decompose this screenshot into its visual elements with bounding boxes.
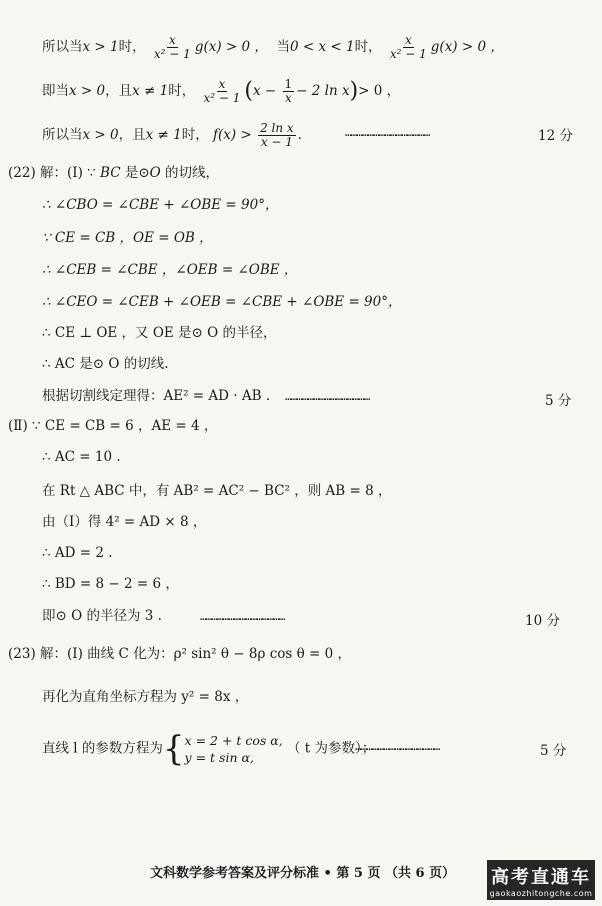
step: ∴ ∠CEO = ∠CEB + ∠OEB = ∠CBE + ∠OBE = 90°， (42, 294, 402, 310)
text: 当 (276, 39, 290, 55)
paren: ) (349, 78, 359, 104)
math: g(x) > 0 ， (430, 39, 504, 55)
text: (22) 解：(Ⅰ) ∵ (8, 165, 101, 181)
text: 所以当 (42, 39, 83, 55)
text: 时， (181, 127, 209, 143)
fraction (152, 34, 193, 61)
text: ，且 (105, 83, 133, 99)
denominator: x² − 1 (389, 47, 427, 61)
denominator: x (284, 91, 292, 105)
score-10: 10 分 (525, 613, 560, 629)
math: − 2 ln x (296, 83, 350, 99)
numerator: 2 ln x (260, 121, 294, 135)
step: 再化为直角坐标方程为 y² = 8x ， (42, 689, 249, 705)
math: x ≠ 1 (145, 127, 182, 143)
line-1 (42, 34, 504, 61)
math: 0 < x < 1 (289, 39, 355, 55)
math: f(x) > (213, 127, 252, 143)
math: O (149, 165, 161, 181)
text: 时， (354, 39, 382, 55)
text: 时， (168, 83, 196, 99)
math: g(x) > 0 ， (194, 39, 268, 55)
page-footer: 文科数学参考答案及评分标准 • 第 5 页 （共 6 页） (150, 866, 456, 881)
fraction (258, 122, 296, 149)
watermark-url: gaokaozhitongche.com (489, 889, 593, 898)
text: 的切线， (160, 165, 220, 181)
denominator: x − 1 (260, 135, 293, 149)
watermark-title: 高考直通车 (491, 867, 591, 888)
text: 所以当 (42, 127, 83, 143)
text: 直线 l 的参数方程为 (42, 740, 163, 757)
numerator: x (218, 77, 226, 91)
math: x > 0 (82, 127, 119, 143)
step: ∴ AC 是⊙ O 的切线. (42, 356, 169, 372)
dot-leader: ……………………………………… (200, 610, 285, 623)
text: 是⊙ (120, 165, 150, 181)
score-12: 12 分 (538, 128, 573, 144)
text: 即当 (42, 83, 69, 99)
numerator: 1 (284, 77, 293, 91)
param-equation (42, 729, 376, 769)
line-2 (42, 78, 400, 105)
text: . (297, 127, 302, 143)
step: 在 Rt △ ABC 中，有 AB² = AC² − BC² ，则 AB = 8 ， (42, 483, 392, 499)
numerator: x (168, 33, 176, 47)
step: ∴ ∠CEB = ∠CBE ，∠OEB = ∠OBE ， (42, 262, 298, 278)
math: x > 0 (69, 83, 106, 99)
watermark-logo (487, 860, 595, 900)
brace: { (162, 729, 185, 769)
step: ∴ BD = 8 − 2 = 6 ， (42, 576, 179, 592)
step: ∵ CE = CB ，OE = OB ， (42, 230, 213, 246)
text: 时， (118, 39, 146, 55)
step: 由（Ⅰ）得 4² = AD × 8 ， (42, 514, 207, 530)
step: 根据切割线定理得：AE² = AD · AB . (42, 388, 271, 404)
step: ∴ ∠CBO = ∠CBE + ∠OBE = 90°， (42, 197, 279, 213)
denominator: x² − 1 (153, 47, 191, 61)
q23-header: (23) 解：(Ⅰ) 曲线 C 化为：ρ² sin² θ − 8ρ cos θ = 0 ， (8, 646, 352, 662)
numerator: x (404, 33, 412, 47)
step: ∴ AC = 10 . (42, 449, 121, 465)
q22-header (8, 164, 219, 182)
score-5: 5 分 (545, 393, 572, 409)
text: （ t 为参数）； (287, 740, 376, 757)
text: ，且 (118, 127, 146, 143)
math: x ≠ 1 (132, 83, 169, 99)
equation: x = 2 + t cos α, (184, 733, 283, 748)
fraction (388, 34, 429, 61)
dot-leader: ……………………………………… (345, 126, 430, 139)
math: > 0 ， (358, 83, 401, 99)
dot-leader: ……………………………………… (285, 390, 370, 403)
dot-leader: ……………………………………… (355, 740, 440, 753)
part-2-header: (Ⅱ) ∵ CE = CB = 6 ，AE = 4 ， (8, 418, 218, 434)
step: ∴ CE ⊥ OE ，又 OE 是⊙ O 的半径， (42, 325, 277, 341)
denominator: x² − 1 (203, 91, 241, 105)
score-5b: 5 分 (540, 743, 567, 759)
line-3 (42, 122, 302, 149)
math: BC (100, 165, 121, 181)
equation: y = t sin α, (184, 750, 254, 765)
fraction (283, 78, 295, 105)
equation-system (185, 732, 283, 766)
step: 即⊙ O 的半径为 3 . (42, 608, 162, 624)
fraction (202, 78, 243, 105)
math: x − (253, 83, 281, 99)
paren: ( (244, 78, 254, 104)
math: x > 1 (82, 39, 119, 55)
step: ∴ AD = 2 . (42, 545, 113, 561)
